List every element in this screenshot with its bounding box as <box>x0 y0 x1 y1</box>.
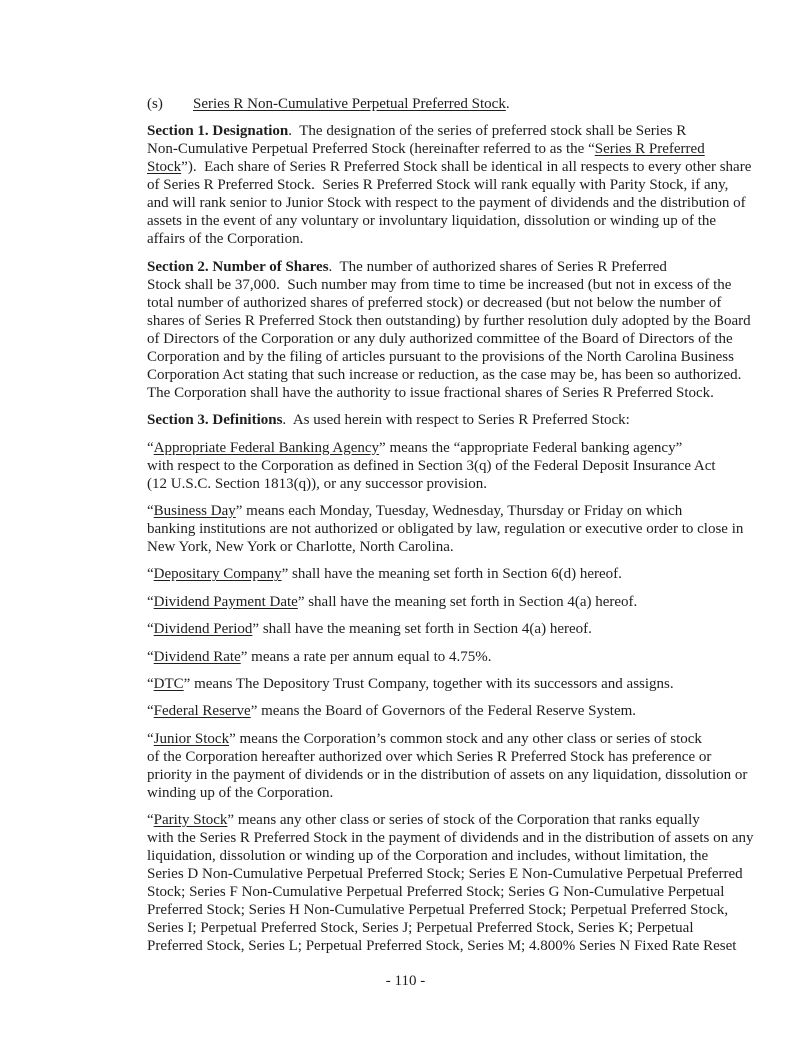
definition-term: Dividend Rate <box>153 648 241 665</box>
definition <box>110 439 716 493</box>
definition-term: Dividend Payment Date <box>153 593 298 610</box>
definition <box>110 620 710 638</box>
definition-term: Parity Stock <box>153 812 228 829</box>
definition-term: Business Day <box>153 502 236 519</box>
definition-text: ” means the “appropriate Federal banking agency” with respect to the Corporation as defined in Section 3(q) of the Federal Deposit Insurance Act (12 U.S.C. Section 1813(q)), or any successor provision. <box>147 439 716 492</box>
section-title: Series R Non-Cumulative Perpetual Preferred Stock <box>193 96 506 112</box>
quote: “ <box>147 648 154 665</box>
quote: “ <box>147 703 154 720</box>
section-3-text: . As used herein with respect to Series R Preferred Stock: <box>282 412 630 429</box>
quote: “ <box>147 675 154 692</box>
section-marker: (s) <box>147 96 163 112</box>
definition-text: ” shall have the meaning set forth in Section 4(a) hereof. <box>252 621 592 638</box>
definition-text: ” shall have the meaning set forth in Section 4(a) hereof. <box>297 593 638 610</box>
section-2-number-of-shares <box>110 258 751 402</box>
definition-text: ” means any other class or series of stock of the Corporation that ranks equally with the Series R Preferred Stock in the payment of dividends and in the distribution of assets on any liquidation, dissolution or winding up of the Corporation and includes, without limitation, the Series D Non-Cumulative Perpetual Preferred Stock; Series E Non-Cumulative Perpetual Preferred Stock; Series F Non-Cumulative Perpetual Preferred Stock; Series G Non-Cumulative Perpetual Preferred Stock; Series H Non-Cumulative Perpetual Preferred Stock; Perpetual Preferred Stock, Series I; Perpetual Preferred Stock, Series J; Perpetual Preferred Stock, Series K; Perpetual Preferred Stock, Series L; Perpetual Preferred Stock, Series M; 4.800% Series N Fixed Rate Reset <box>147 812 754 955</box>
definition-term: Dividend Period <box>153 621 253 638</box>
definition-term: DTC <box>153 675 184 692</box>
heading-period: . <box>505 96 510 112</box>
quote: “ <box>147 812 154 829</box>
quote: “ <box>147 566 154 583</box>
definition-text: ” shall have the meaning set forth in Section 6(d) hereof. <box>281 566 622 583</box>
definition-text: ” means the Corporation’s common stock and any other class or series of stock of the Corporation hereafter authorized over which Series R Preferred Stock has preference or priority in the payment of dividends or in the distribution of assets on any liquidation, dissolution or winding up of the Corporation. <box>147 730 748 801</box>
definition-term: Junior Stock <box>153 730 230 747</box>
definition <box>110 702 710 720</box>
document-page <box>110 95 754 964</box>
definition <box>110 730 748 802</box>
definition-term: Federal Reserve <box>153 703 251 720</box>
section-heading <box>110 95 710 113</box>
definition-text: ” means the Board of Governors of the Federal Reserve System. <box>250 703 637 720</box>
definition <box>110 593 710 611</box>
quote: “ <box>147 621 154 638</box>
section-3-definitions <box>110 411 710 429</box>
page-number: - 110 - <box>385 973 426 989</box>
section-3-label: Section 3. Definitions <box>147 412 283 429</box>
definition-term: Depositary Company <box>153 566 282 583</box>
definition <box>110 565 710 583</box>
section-1-text: . The designation of the series of preferred stock shall be Series R Non-Cumulative Perpetual Preferred Stock (hereinafter referred to as the “ <box>147 123 687 158</box>
defined-term: Series R Preferred Stock <box>147 141 705 176</box>
definition-term: Appropriate Federal Banking Agency <box>153 439 380 456</box>
quote: “ <box>147 593 154 610</box>
definition <box>110 675 710 693</box>
quote: “ <box>147 439 154 456</box>
definition-text: ” means each Monday, Tuesday, Wednesday, Thursday or Friday on which banking institutions are not authorized or obligated by law, regulation or executive order to close in New York, New York or Charlotte, North Carolina. <box>147 502 744 555</box>
definition <box>110 502 744 556</box>
section-2-text: . The number of authorized shares of Series R Preferred Stock shall be 37,000. Such number may from time to time be increased (but not in excess of the total number of authorized shares of preferred stock) or decreased (but not below the number of shares of Series R Preferred Stock then outstanding) by further resolution duly adopted by the Board of Directors of the Corporation or any duly authorized committee of the Board of Directors of the Corporation and by the filing of articles pursuant to the provisions of the North Carolina Business Corporation Act stating that such increase or reduction, as the case may be, has been so authorized. The Corporation shall have the authority to issue fractional shares of Series R Preferred Stock. <box>147 258 751 401</box>
quote: “ <box>147 502 154 519</box>
section-2-label: Section 2. Number of Shares <box>147 258 329 275</box>
section-1-designation <box>110 122 752 248</box>
quote: “ <box>147 730 154 747</box>
definition <box>110 811 754 955</box>
section-1-label: Section 1. Designation <box>147 123 289 140</box>
section-1-text-cont: ”). Each share of Series R Preferred Stock shall be identical in all respects to every other share of Series R Preferred Stock. Series R Preferred Stock will rank equally with Parity Stock, if any, and will rank senior to Junior Stock with respect to the payment of dividends and the distribution of assets in the event of any voluntary or involuntary liquidation, dissolution or winding up of the affairs of the Corporation. <box>147 159 752 248</box>
definition <box>110 648 710 666</box>
definition-text: ” means The Depository Trust Company, together with its successors and assigns. <box>183 675 674 692</box>
definition-text: ” means a rate per annum equal to 4.75%. <box>240 648 492 665</box>
